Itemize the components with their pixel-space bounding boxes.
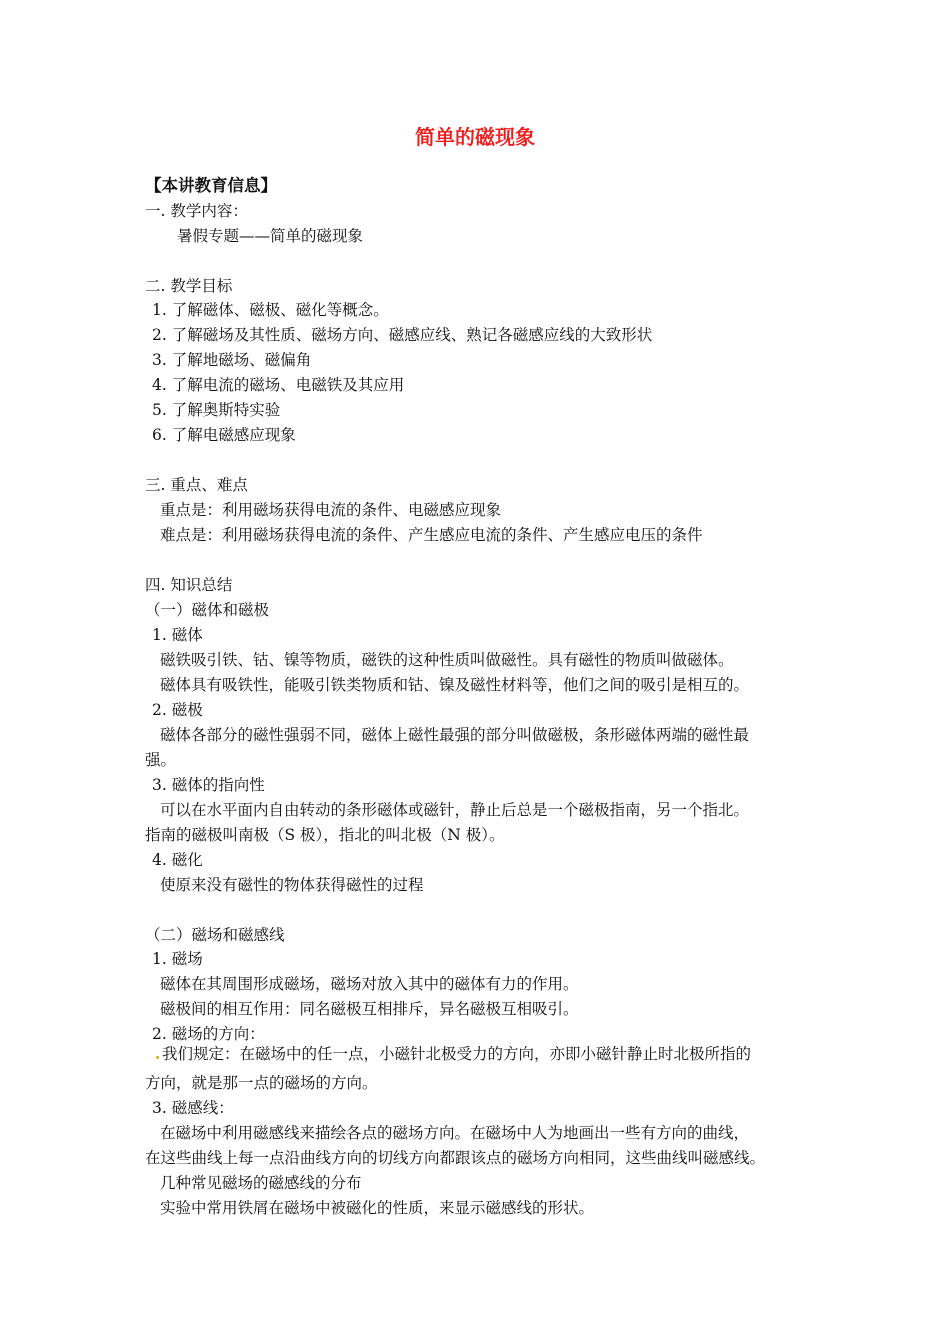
paragraph-line: 使原来没有磁性的物体获得磁性的过程 [160,876,424,894]
list-item: 3. 磁感线： [152,1099,234,1117]
paragraph-line: 实验中常用铁屑在磁场中被磁化的性质，来显示磁感线的形状。 [160,1199,595,1217]
paragraph-line: 磁体在其周围形成磁场，磁场对放入其中的磁体有力的作用。 [160,975,579,993]
list-item: 4. 了解电流的磁场、电磁铁及其应用 [152,376,405,394]
heading-key-points: 三. 重点、难点 [145,476,248,494]
list-item: 3. 了解地磁场、磁偏角 [152,351,312,369]
paragraph-line: 指南的磁极叫南极（S 极），指北的叫北极（N 极）。 [145,826,505,844]
list-item: 4. 磁化 [152,851,203,869]
paragraph-line: 方向，就是那一点的磁场的方向。 [145,1074,378,1092]
paragraph-line: 重点是：利用磁场获得电流的条件、电磁感应现象 [160,501,502,519]
section-header: 【本讲教育信息】 [145,176,277,195]
list-item: 5. 了解奥斯特实验 [152,401,281,419]
list-item: 1. 磁场 [152,950,203,968]
paragraph-line: 强。 [145,751,177,769]
paragraph-line: 在磁场中利用磁感线来描绘各点的磁场方向。在磁场中人为地画出一些有方向的曲线， [160,1124,750,1142]
paragraph-line: 磁极间的相互作用：同名磁极互相排斥，异名磁极互相吸引。 [160,1000,579,1018]
paragraph-line: 磁体具有吸铁性，能吸引铁类物质和钴、镍及磁性材料等，他们之间的吸引是相互的。 [160,676,750,694]
paragraph-line: 磁铁吸引铁、钴、镍等物质，磁铁的这种性质叫做磁性。具有磁性的物质叫做磁体。 [160,651,734,669]
subheading: （二）磁场和磁感线 [145,926,285,944]
paragraph-line: 可以在水平面内自由转动的条形磁体或磁针，静止后总是一个磁极指南，另一个指北。 [160,801,750,819]
list-item: 1. 磁体 [152,626,203,644]
list-item: 3. 磁体的指向性 [152,776,265,794]
paragraph-line: 我们规定：在磁场中的任一点，小磁针北极受力的方向，亦即小磁针静止时北极所指的 [162,1045,752,1063]
paragraph-line: 在这些曲线上每一点沿曲线方向的切线方向都跟该点的磁场方向相同，这些曲线叫磁感线。 [145,1149,766,1167]
heading-knowledge-summary: 四. 知识总结 [145,576,233,594]
list-item: 2. 磁场的方向： [152,1025,265,1043]
paragraph-line: 磁体各部分的磁性强弱不同，磁体上磁性最强的部分叫做磁极，条形磁体两端的磁性最 [160,726,750,744]
list-item: 1. 了解磁体、磁极、磁化等概念。 [152,301,389,319]
list-item: 2. 磁极 [152,701,203,719]
list-item: 6. 了解电磁感应现象 [152,426,296,444]
paragraph-line: 难点是：利用磁场获得电流的条件、产生感应电流的条件、产生感应电压的条件 [160,526,703,544]
list-item: 2. 了解磁场及其性质、磁场方向、磁感应线、熟记各磁感应线的大致形状 [152,326,653,344]
document-title: 简单的磁现象 [415,125,535,149]
stray-mark [156,1056,159,1059]
heading-teaching-content: 一. 教学内容： [145,202,248,220]
paragraph-line: 几种常见磁场的磁感线的分布 [160,1174,362,1192]
heading-teaching-goals: 二. 教学目标 [145,277,233,295]
subheading: （一）磁体和磁极 [145,601,270,619]
paragraph-line: 暑假专题——简单的磁现象 [177,227,364,245]
